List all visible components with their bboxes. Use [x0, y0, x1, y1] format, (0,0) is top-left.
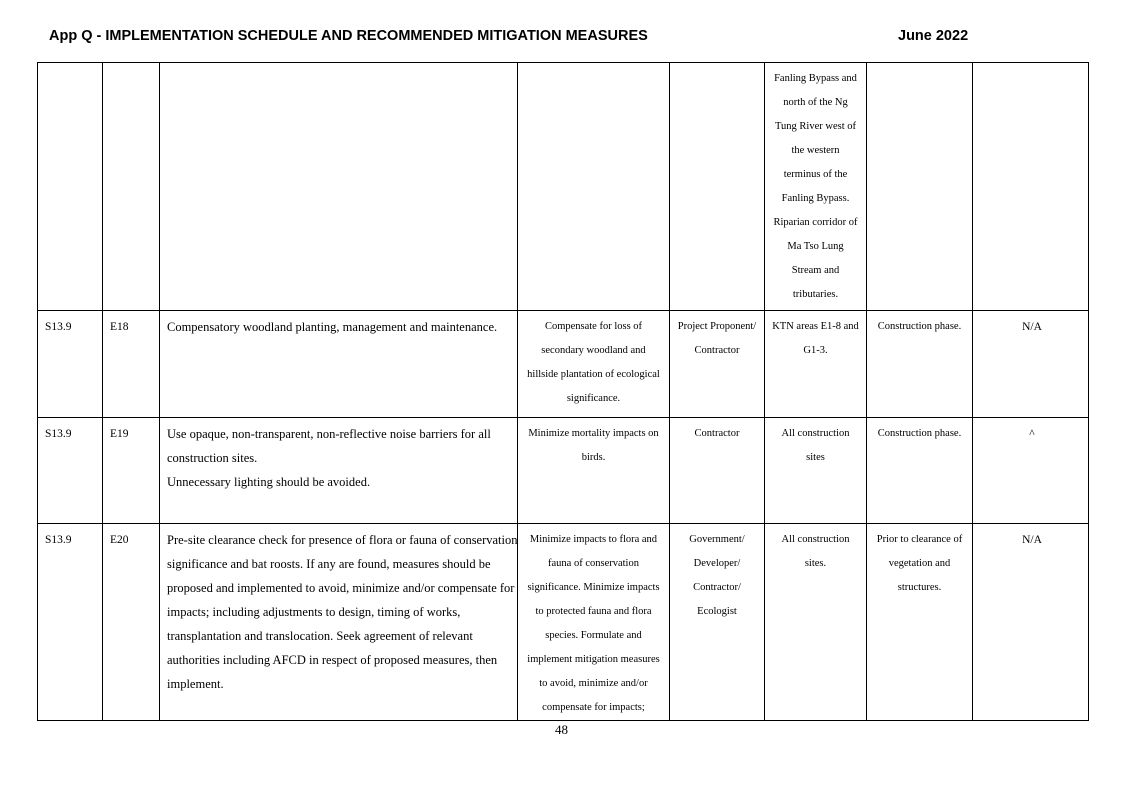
requirement-cell: N/A: [973, 524, 1089, 721]
timing-cell: [867, 524, 973, 721]
objective-cell: [518, 418, 670, 524]
cell-text-line: compensate for impacts;: [542, 702, 645, 713]
cell-text-line: terminus of the: [783, 169, 848, 180]
table-row: [38, 418, 1089, 524]
cell-text-line: sites: [806, 452, 825, 463]
cell-text-line: Riparian corridor of: [773, 217, 858, 228]
cell-text-line: G1-3.: [803, 345, 828, 356]
cell-text-line: Construction phase.: [877, 321, 962, 332]
objective-cell: [518, 524, 670, 721]
page-number: 48: [555, 722, 568, 737]
cell-text-line: Fanling Bypass.: [781, 193, 850, 204]
cell-text-line: All construction: [781, 428, 850, 439]
requirement-cell: ^: [973, 418, 1089, 524]
agent-cell: [670, 524, 765, 721]
cell-text-line: Compensate for loss of: [544, 321, 643, 332]
table-row: [38, 524, 1089, 721]
measure-cell: [160, 63, 518, 311]
id-cell: E18: [103, 311, 160, 418]
cell-text-line: Pre-site clearance check for presence of flora or fauna of conservation: [167, 533, 518, 547]
cell-text-line: Ecologist: [697, 606, 737, 617]
cell-text-line: Contractor: [694, 428, 740, 439]
cell-text-line: transplantation and translocation. Seek agreement of relevant: [167, 629, 473, 643]
cell-text-line: Compensatory woodland planting, management and maintenance.: [167, 320, 498, 334]
cell-text-line: construction sites.: [167, 451, 258, 465]
location-cell: [765, 63, 867, 311]
timing-cell: [867, 418, 973, 524]
cell-text-line: impacts; including adjustments to design, timing of works,: [167, 605, 461, 619]
cell-text-line: proposed and implemented to avoid, minimize and/or compensate for: [167, 581, 515, 595]
ref-cell: [38, 63, 103, 311]
cell-text-line: Government/: [689, 534, 745, 545]
cell-text-line: vegetation and: [888, 558, 951, 569]
cell-text-line: Use opaque, non-transparent, non-reflective noise barriers for all: [167, 427, 491, 441]
cell-text-line: Project Proponent/: [677, 321, 757, 332]
id-cell: [103, 63, 160, 311]
cell-text-line: Ma Tso Lung: [787, 241, 844, 252]
cell-text-line: KTN areas E1-8 and: [772, 321, 859, 332]
measure-cell: [160, 311, 518, 418]
cell-text-line: to protected fauna and flora: [535, 606, 652, 617]
cell-text-line: fauna of conservation: [548, 558, 639, 569]
cell-text-line: Stream and: [791, 265, 840, 276]
ref-cell: S13.9: [38, 418, 103, 524]
cell-text-line: Developer/: [693, 558, 741, 569]
cell-text-line: significance. Minimize impacts: [527, 582, 660, 593]
id-cell: E19: [103, 418, 160, 524]
ref-cell: S13.9: [38, 311, 103, 418]
cell-text-line: hillside plantation of ecological: [527, 369, 660, 380]
location-cell: [765, 311, 867, 418]
cell-text-line: implement mitigation measures: [527, 654, 660, 665]
cell-text-line: Contractor/: [693, 582, 741, 593]
location-cell: [765, 418, 867, 524]
document-title: App Q - IMPLEMENTATION SCHEDULE AND RECOMMENDED MITIGATION MEASURES: [49, 28, 648, 44]
cell-text-line: north of the Ng: [783, 97, 848, 108]
cell-text-line: the western: [791, 145, 840, 156]
timing-cell: [867, 63, 973, 311]
cell-text-line: Unnecessary lighting should be avoided.: [167, 475, 371, 489]
cell-text-line: Fanling Bypass and: [774, 73, 857, 84]
objective-cell: [518, 63, 670, 311]
cell-text-line: birds.: [581, 452, 606, 463]
cell-text-line: sites.: [804, 558, 827, 569]
requirement-cell: [973, 63, 1089, 311]
cell-text-line: implement.: [167, 677, 224, 691]
id-cell: E20: [103, 524, 160, 721]
agent-cell: [670, 63, 765, 311]
cell-text-line: Contractor: [694, 345, 740, 356]
cell-text-line: species. Formulate and: [545, 630, 642, 641]
cell-text-line: Minimize impacts to flora and: [529, 534, 658, 545]
table-row: [38, 63, 1089, 311]
mitigation-measures-table: [37, 62, 1089, 721]
cell-text-line: Minimize mortality impacts on: [528, 428, 659, 439]
document-date: June 2022: [898, 28, 969, 44]
requirement-cell: N/A: [973, 311, 1089, 418]
objective-cell: [518, 311, 670, 418]
cell-text-line: tributaries.: [792, 289, 839, 300]
location-cell: [765, 524, 867, 721]
cell-text-line: structures.: [897, 582, 942, 593]
measure-cell: [160, 418, 518, 524]
cell-text-line: secondary woodland and: [541, 345, 646, 356]
cell-text-line: Tung River west of: [775, 121, 856, 132]
cell-text-line: significance.: [566, 393, 621, 404]
ref-cell: S13.9: [38, 524, 103, 721]
cell-text-line: authorities including AFCD in respect of proposed measures, then: [167, 653, 498, 667]
table-row: [38, 311, 1089, 418]
cell-text-line: to avoid, minimize and/or: [539, 678, 648, 689]
cell-text-line: Prior to clearance of: [876, 534, 963, 545]
agent-cell: [670, 418, 765, 524]
cell-text-line: significance and bat roosts. If any are found, measures should be: [167, 557, 491, 571]
timing-cell: [867, 311, 973, 418]
agent-cell: [670, 311, 765, 418]
measure-cell: [160, 524, 518, 721]
cell-text-line: All construction: [781, 534, 850, 545]
cell-text-line: Construction phase.: [877, 428, 962, 439]
